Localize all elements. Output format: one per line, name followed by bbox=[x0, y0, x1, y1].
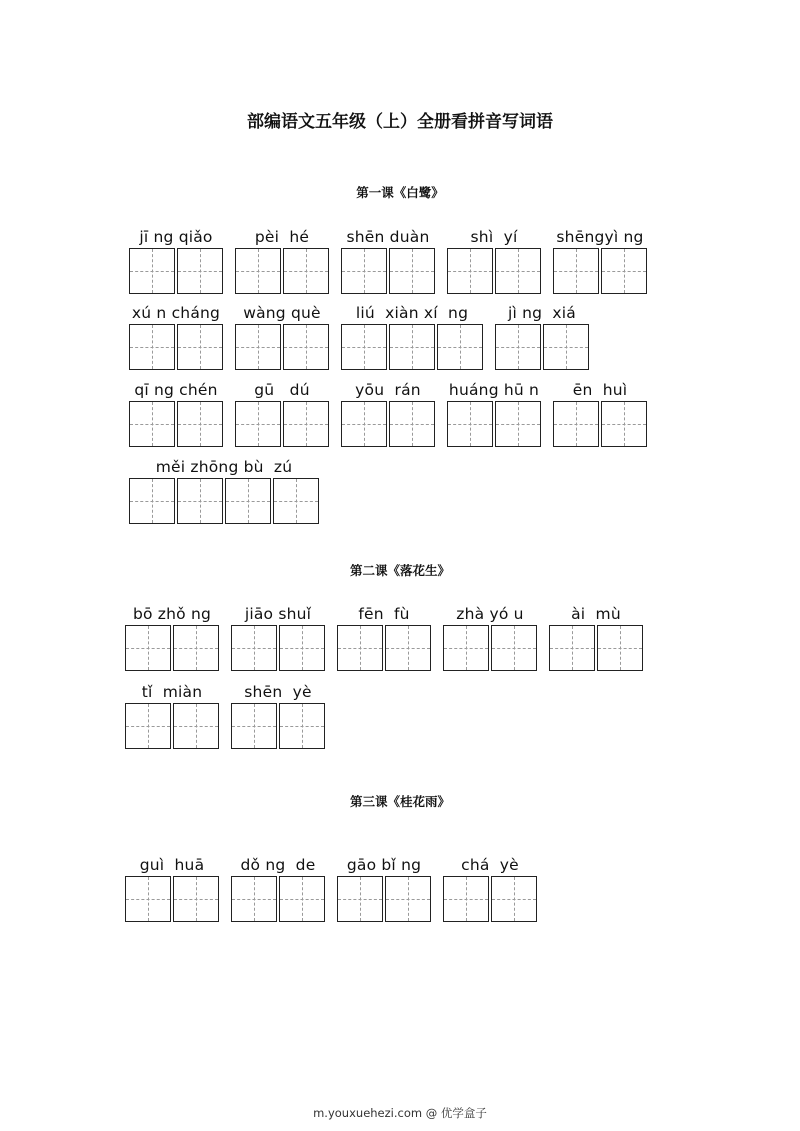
word-item bbox=[341, 303, 483, 383]
word-item bbox=[337, 604, 431, 684]
tianzige-box[interactable] bbox=[337, 625, 383, 671]
tianzige-box[interactable] bbox=[495, 401, 541, 447]
tianzige-box[interactable] bbox=[549, 625, 595, 671]
tianzige-box[interactable] bbox=[389, 248, 435, 294]
word-item bbox=[549, 604, 643, 684]
word-item bbox=[553, 227, 647, 307]
pinyin-label: shēn duàn bbox=[346, 228, 430, 246]
writing-boxes bbox=[495, 324, 589, 370]
pinyin-label: ēn huì bbox=[572, 381, 628, 399]
writing-boxes bbox=[231, 625, 325, 671]
writing-boxes bbox=[553, 248, 647, 294]
pinyin-label: jī ng qiǎo bbox=[139, 228, 213, 246]
tianzige-box[interactable] bbox=[437, 324, 483, 370]
writing-boxes bbox=[235, 401, 329, 447]
writing-boxes bbox=[231, 876, 325, 922]
pinyin-label: gāo bǐ ng bbox=[346, 856, 422, 874]
tianzige-box[interactable] bbox=[125, 703, 171, 749]
word-item bbox=[231, 604, 325, 684]
writing-boxes bbox=[129, 401, 223, 447]
writing-boxes bbox=[553, 401, 647, 447]
writing-boxes bbox=[125, 703, 219, 749]
writing-boxes bbox=[443, 876, 537, 922]
tianzige-box[interactable] bbox=[129, 478, 175, 524]
word-item bbox=[235, 303, 329, 383]
tianzige-box[interactable] bbox=[177, 478, 223, 524]
pinyin-label: jì ng xiá bbox=[507, 304, 577, 322]
tianzige-box[interactable] bbox=[389, 324, 435, 370]
tianzige-box[interactable] bbox=[491, 876, 537, 922]
tianzige-box[interactable] bbox=[129, 324, 175, 370]
page-title: 部编语文五年级（上）全册看拼音写词语 bbox=[247, 112, 553, 132]
writing-boxes bbox=[341, 324, 483, 370]
pinyin-label: yōu rán bbox=[355, 381, 421, 399]
tianzige-box[interactable] bbox=[177, 248, 223, 294]
tianzige-box[interactable] bbox=[125, 625, 171, 671]
tianzige-box[interactable] bbox=[231, 625, 277, 671]
pinyin-label: shì yí bbox=[470, 228, 518, 246]
tianzige-box[interactable] bbox=[173, 625, 219, 671]
tianzige-box[interactable] bbox=[235, 324, 281, 370]
word-item bbox=[443, 855, 537, 935]
writing-boxes bbox=[231, 703, 325, 749]
pinyin-label: tǐ miàn bbox=[141, 683, 203, 701]
tianzige-box[interactable] bbox=[177, 324, 223, 370]
word-item bbox=[443, 604, 537, 684]
word-item bbox=[341, 380, 435, 460]
tianzige-box[interactable] bbox=[389, 401, 435, 447]
pinyin-label: huáng hū n bbox=[448, 381, 540, 399]
tianzige-box[interactable] bbox=[279, 703, 325, 749]
writing-boxes bbox=[447, 401, 541, 447]
tianzige-box[interactable] bbox=[341, 324, 387, 370]
pinyin-label: shēngyì ng bbox=[556, 228, 644, 246]
writing-boxes bbox=[341, 401, 435, 447]
tianzige-box[interactable] bbox=[279, 876, 325, 922]
tianzige-box[interactable] bbox=[443, 876, 489, 922]
tianzige-box[interactable] bbox=[231, 703, 277, 749]
word-item bbox=[341, 227, 435, 307]
tianzige-box[interactable] bbox=[125, 876, 171, 922]
footer: m.youxuehezi.com @ 优学盒子 bbox=[313, 1106, 487, 1120]
word-item bbox=[125, 682, 219, 762]
pinyin-label: liú xiàn xí ng bbox=[355, 304, 469, 322]
word-item bbox=[235, 227, 329, 307]
tianzige-box[interactable] bbox=[543, 324, 589, 370]
word-item bbox=[231, 682, 325, 762]
tianzige-box[interactable] bbox=[443, 625, 489, 671]
tianzige-box[interactable] bbox=[337, 876, 383, 922]
writing-boxes bbox=[337, 876, 431, 922]
writing-boxes bbox=[337, 625, 431, 671]
pinyin-label: qī ng chén bbox=[134, 381, 218, 399]
writing-boxes bbox=[125, 876, 219, 922]
word-item bbox=[125, 855, 219, 935]
pinyin-label: měi zhōng bù zú bbox=[155, 458, 293, 476]
word-item bbox=[231, 855, 325, 935]
tianzige-box[interactable] bbox=[447, 248, 493, 294]
tianzige-box[interactable] bbox=[341, 248, 387, 294]
word-item bbox=[129, 303, 223, 383]
pinyin-label: chá yè bbox=[461, 856, 519, 874]
tianzige-box[interactable] bbox=[225, 478, 271, 524]
tianzige-box[interactable] bbox=[129, 248, 175, 294]
tianzige-box[interactable] bbox=[283, 324, 329, 370]
pinyin-label: wàng què bbox=[243, 304, 321, 322]
writing-boxes bbox=[235, 324, 329, 370]
pinyin-label: ài mù bbox=[571, 605, 621, 623]
tianzige-box[interactable] bbox=[385, 876, 431, 922]
writing-boxes bbox=[129, 324, 223, 370]
writing-boxes bbox=[447, 248, 541, 294]
lesson-title: 第二课《落花生》 bbox=[349, 563, 450, 578]
tianzige-box[interactable] bbox=[553, 248, 599, 294]
lesson-title: 第一课《白鹭》 bbox=[356, 185, 444, 200]
pinyin-label: gū dú bbox=[254, 381, 310, 399]
tianzige-box[interactable] bbox=[231, 876, 277, 922]
pinyin-label: xú n cháng bbox=[131, 304, 221, 322]
tianzige-box[interactable] bbox=[173, 876, 219, 922]
tianzige-box[interactable] bbox=[495, 248, 541, 294]
tianzige-box[interactable] bbox=[235, 248, 281, 294]
writing-boxes bbox=[443, 625, 537, 671]
pinyin-label: guì huā bbox=[139, 856, 205, 874]
word-item bbox=[125, 604, 219, 684]
word-item bbox=[447, 227, 541, 307]
word-item bbox=[553, 380, 647, 460]
pinyin-label: jiāo shuǐ bbox=[244, 605, 312, 623]
tianzige-box[interactable] bbox=[279, 625, 325, 671]
word-item bbox=[495, 303, 589, 383]
tianzige-box[interactable] bbox=[447, 401, 493, 447]
writing-boxes bbox=[129, 478, 319, 524]
tianzige-box[interactable] bbox=[235, 401, 281, 447]
tianzige-box[interactable] bbox=[177, 401, 223, 447]
tianzige-box[interactable] bbox=[129, 401, 175, 447]
lesson-title: 第三课《桂花雨》 bbox=[349, 794, 450, 809]
tianzige-box[interactable] bbox=[553, 401, 599, 447]
pinyin-label: shēn yè bbox=[244, 683, 312, 701]
word-item bbox=[235, 380, 329, 460]
writing-boxes bbox=[341, 248, 435, 294]
word-item bbox=[337, 855, 431, 935]
tianzige-box[interactable] bbox=[341, 401, 387, 447]
tianzige-box[interactable] bbox=[385, 625, 431, 671]
word-item bbox=[447, 380, 541, 460]
tianzige-box[interactable] bbox=[601, 248, 647, 294]
tianzige-box[interactable] bbox=[491, 625, 537, 671]
word-item bbox=[129, 380, 223, 460]
writing-boxes bbox=[549, 625, 643, 671]
tianzige-box[interactable] bbox=[273, 478, 319, 524]
pinyin-label: pèi hé bbox=[254, 228, 310, 246]
pinyin-label: dǒ ng de bbox=[240, 856, 316, 874]
writing-boxes bbox=[235, 248, 329, 294]
tianzige-box[interactable] bbox=[173, 703, 219, 749]
pinyin-label: bō zhǒ ng bbox=[132, 605, 212, 623]
tianzige-box[interactable] bbox=[601, 401, 647, 447]
word-item bbox=[129, 227, 223, 307]
writing-boxes bbox=[125, 625, 219, 671]
tianzige-box[interactable] bbox=[283, 401, 329, 447]
writing-boxes bbox=[129, 248, 223, 294]
word-item bbox=[129, 457, 319, 537]
pinyin-label: fēn fù bbox=[358, 605, 410, 623]
tianzige-box[interactable] bbox=[283, 248, 329, 294]
tianzige-box[interactable] bbox=[495, 324, 541, 370]
pinyin-label: zhà yó u bbox=[456, 605, 524, 623]
tianzige-box[interactable] bbox=[597, 625, 643, 671]
